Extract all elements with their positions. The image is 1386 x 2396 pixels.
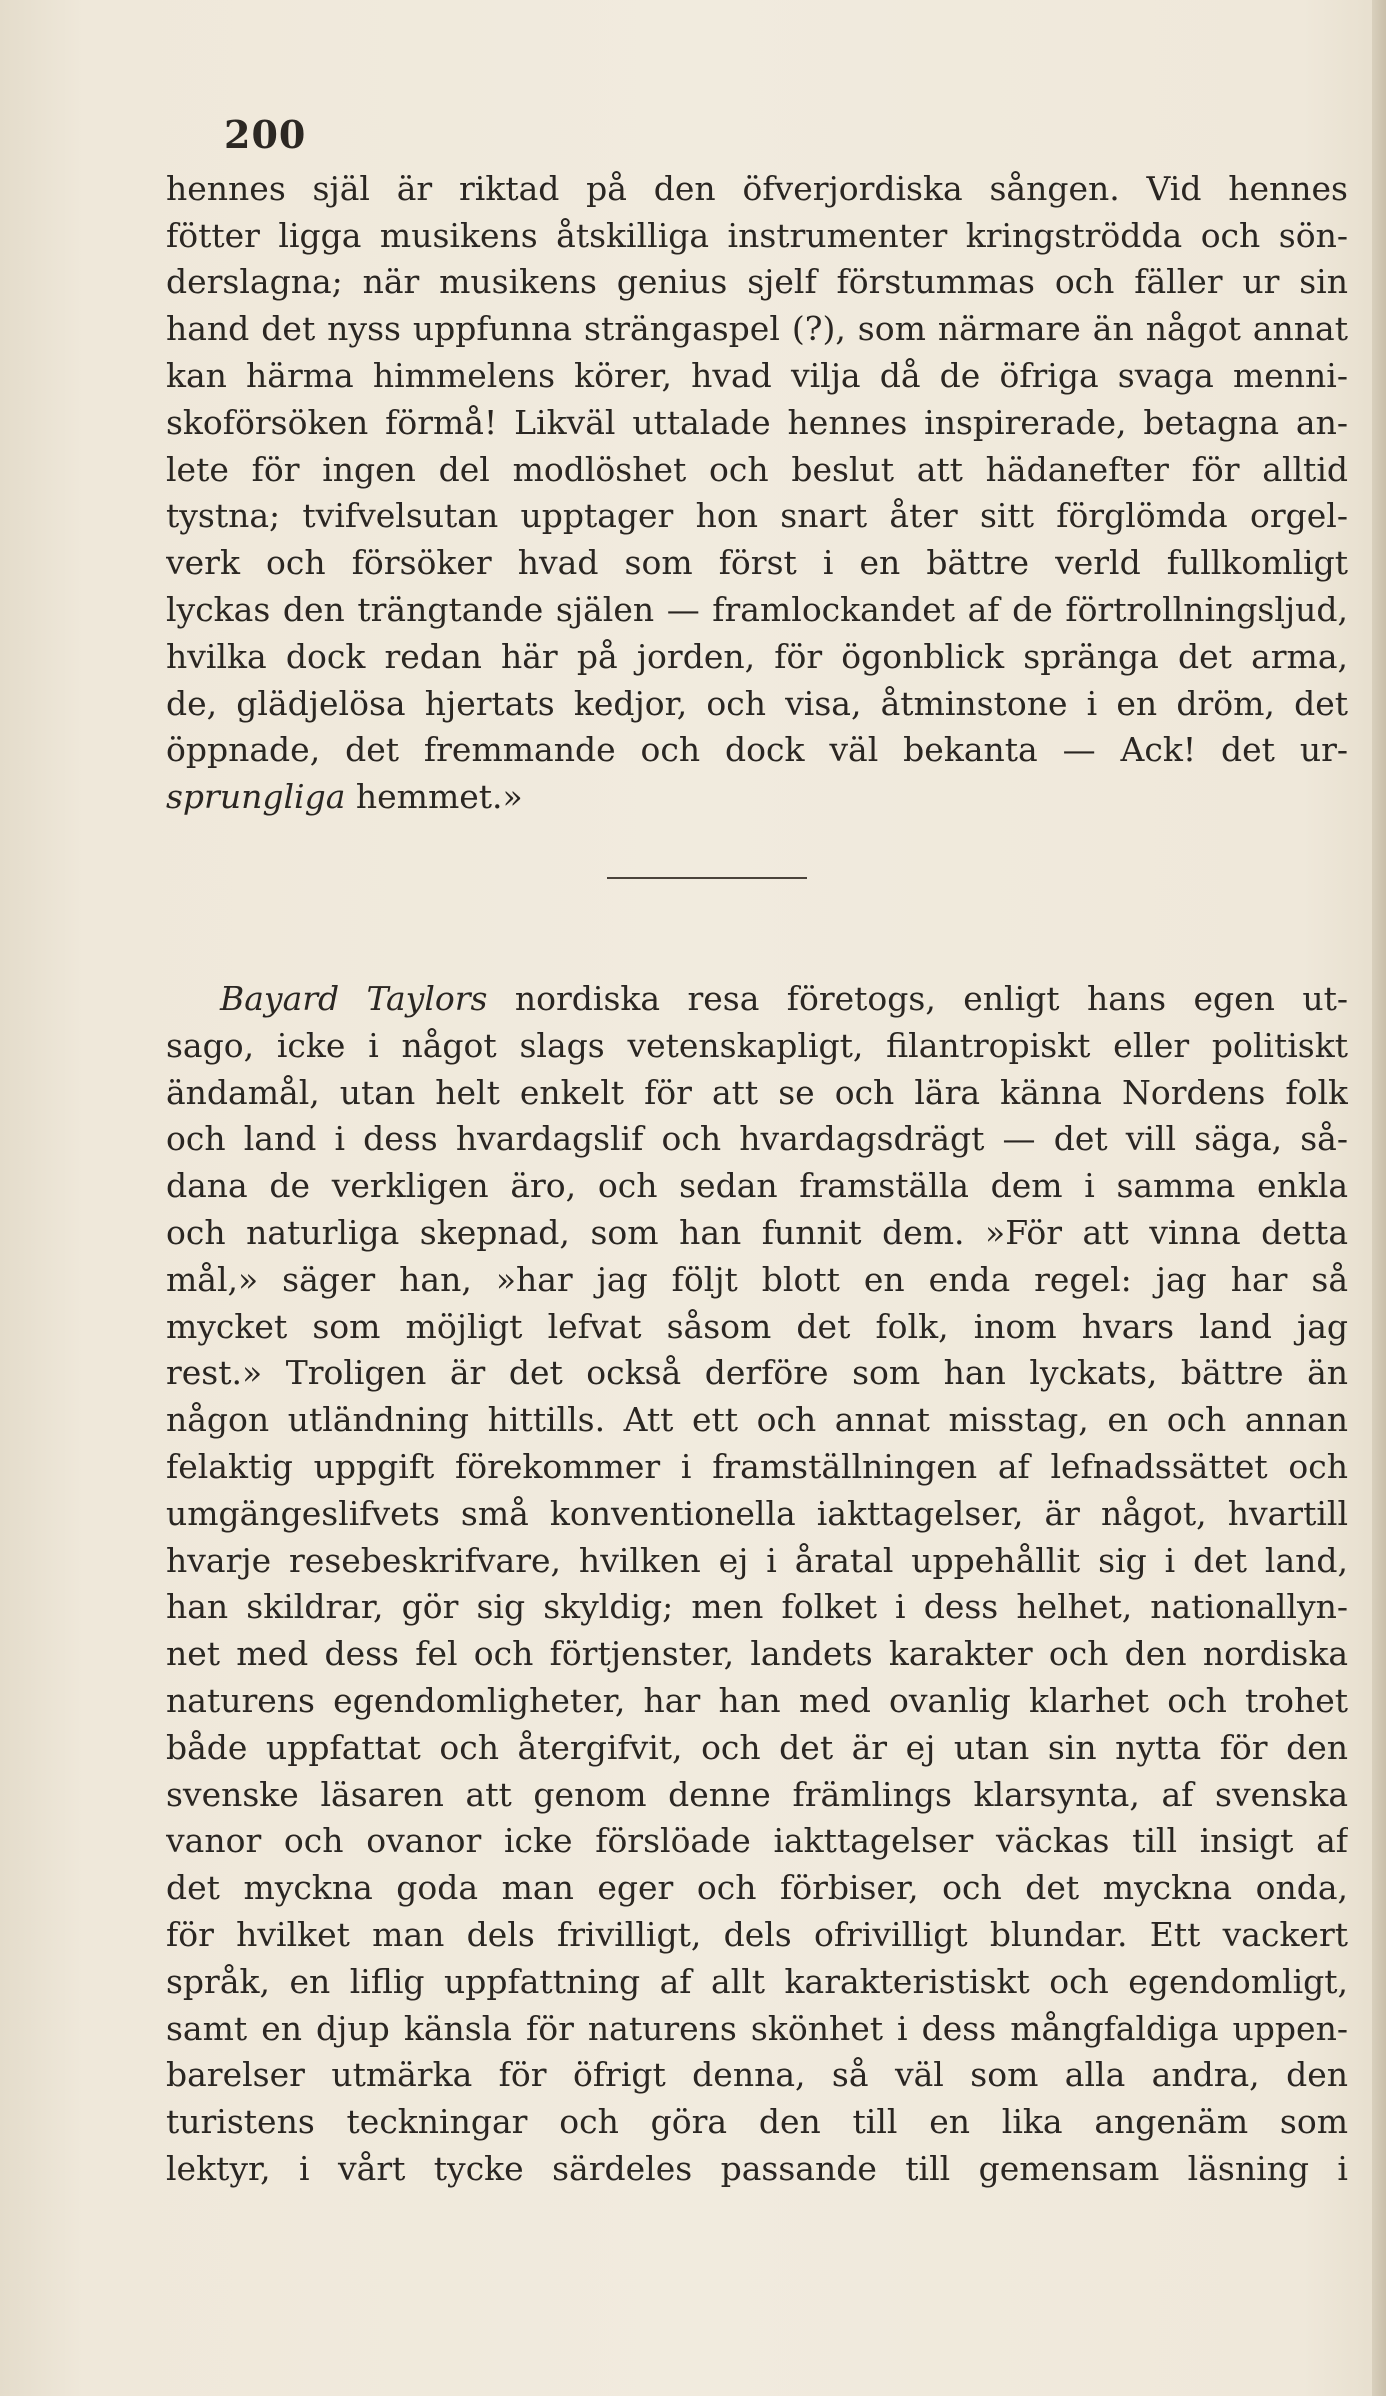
text-line: hand det nyss uppfunna strängaspel (?), som närmare än något annat [166,309,1348,349]
line-text: nordiska resa företogs, enligt hans egen ut- [487,979,1348,1018]
text-line: och naturliga skepnad, som han funnit dem. »För att vinna detta [166,1212,1348,1252]
text-line: kan härma himmelens körer, hvad vilja då de öfriga svaga menni- [166,355,1348,395]
text-line: han skildrar, gör sig skyldig; men folket i dess helhet, nationallyn- [166,1587,1348,1627]
text-line: för hvilket man dels frivilligt, dels ofrivilligt blundar. Ett vackert [166,1914,1348,1954]
text-line: barelser utmärka för öfrigt denna, så väl som alla andra, den [166,2055,1348,2095]
text-line: lete för ingen del modlöshet och beslut att hädanefter för alltid [166,449,1348,489]
author-name: Bayard Taylors [220,979,488,1018]
text-line: lyckas den trängtande själen — framlockandet af de förtrollningsljud, [166,589,1348,629]
text-line: lektyr, i vårt tycke särdeles passande till gemensam läsning i [166,2148,1348,2188]
text-line: ändamål, utan helt enkelt för att se och lära känna Nordens folk [166,1072,1348,1112]
text-line: derslagna; när musikens genius sjelf förstummas och fäller ur sin [166,262,1348,302]
text-line: umgängeslifvets små konventionella iakttagelser, är något, hvartill [166,1493,1348,1533]
text-line: det myckna goda man eger och förbiser, och det myckna onda, [166,1868,1348,1908]
page-edge [1372,0,1386,2396]
text-line: rest.» Troligen är det också derföre som han lyckats, bättre än [166,1353,1348,1393]
text-line: språk, en liflig uppfattning af allt karakteristiskt och egendomligt, [166,1961,1348,2001]
text-line: felaktig uppgift förekommer i framställningen af lefnadssättet och [166,1446,1348,1486]
text-line: hvilka dock redan här på jorden, för ögonblick spränga det arma, [166,636,1348,676]
text-line: mycket som möjligt lefvat såsom det folk, inom hvars land jag [166,1306,1348,1346]
text-line: skoförsöken förmå! Likväl uttalade hennes inspirerade, betagna an- [166,402,1348,442]
paragraph-2 [166,976,1348,2193]
page-number: 200 [224,112,307,157]
text-line: hennes själ är riktad på den öfverjordiska sången. Vid hennes [166,168,1348,208]
text-line: naturens egendomligheter, har han med ovanlig klarhet och trohet [166,1680,1348,1720]
text-line: tystna; tvifvelsutan upptager hon snart åter sitt förglömda orgel- [166,496,1348,536]
line-text: hemmet.» [345,777,523,817]
text-line: hvarje resebeskrifvare, hvilken ej i åratal uppehållit sig i det land, [166,1540,1348,1580]
text-line [166,976,1348,1023]
text-line: både uppfattat och återgifvit, och det är ej utan sin nytta för den [166,1727,1348,1767]
text-line: turistens teckningar och göra den till en lika angenäm som [166,2102,1348,2142]
text-line [166,774,1348,821]
text-line: dana de verkligen äro, och sedan framställa dem i samma enkla [166,1166,1348,1206]
top-spacer [166,119,1348,166]
text-line: de, glädjelösa hjertats kedjor, och visa, åtminstone i en dröm, det [166,683,1348,723]
italic-word: sprungliga [166,777,346,817]
text-line: mål,» säger han, »har jag följt blott en enda regel: jag har så [166,1259,1348,1299]
paragraph-1 [166,119,1348,821]
text-line: fötter ligga musikens åtskilliga instrumenter kringströdda och sön- [166,215,1348,255]
text-line: någon utländning hittills. Att ett och annat misstag, en och annan [166,1400,1348,1440]
text-line: vanor och ovanor icke förslöade iakttagelser väckas till insigt af [166,1821,1348,1861]
text-line: samt en djup känsla för naturens skönhet i dess mångfaldiga uppen- [166,2008,1348,2048]
text-line: sago, icke i något slags vetenskapligt, filantropiskt eller politiskt [166,1025,1348,1065]
text-line: verk och försöker hvad som först i en bättre verld fullkomligt [166,543,1348,583]
text-line: svenske läsaren att genom denne främlings klarsynta, af svenska [166,1774,1348,1814]
text-line: och land i dess hvardagslif och hvardagsdrägt — det vill säga, så- [166,1119,1348,1159]
section-divider [607,877,807,879]
text-line: net med dess fel och förtjenster, landets karakter och den nordiska [166,1634,1348,1674]
text-line: öppnade, det fremmande och dock väl bekanta — Ack! det ur- [166,730,1348,770]
